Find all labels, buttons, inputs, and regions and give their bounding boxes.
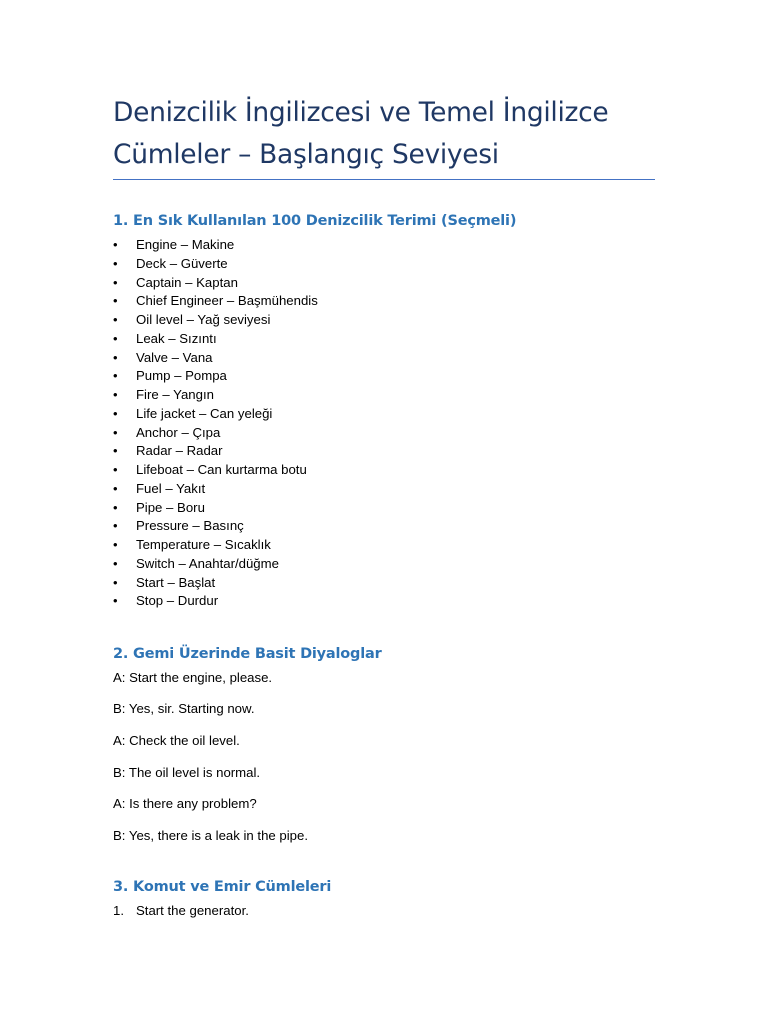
list-item (113, 311, 318, 330)
list-item (113, 255, 318, 274)
term-text: Valve – Vana (136, 349, 213, 365)
bullet: • (113, 349, 118, 365)
term-text: Anchor – Çıpa (136, 424, 221, 440)
title-underline (113, 179, 655, 180)
section-1-heading: 1. En Sık Kullanılan 100 Denizcilik Terimi (Seçmeli) (113, 213, 517, 229)
bullet: • (113, 480, 118, 496)
list-item (113, 555, 318, 574)
list-item (113, 330, 318, 349)
list-item (113, 349, 318, 368)
title-line-1: Denizcilik İngilizcesi ve Temel İngilizce (113, 97, 609, 128)
bullet: • (113, 443, 118, 459)
list-item (113, 517, 318, 536)
term-text: Pressure – Basınç (136, 518, 244, 534)
term-text: Deck – Güverte (136, 255, 228, 271)
dialog-line: A: Start the engine, please. (113, 670, 273, 685)
bullet: • (113, 574, 118, 590)
term-text: Lifeboat – Can kurtarma botu (136, 462, 307, 477)
bullet: • (113, 274, 118, 290)
section-3-heading: 3. Komut ve Emir Cümleleri (113, 879, 332, 895)
dialog-line: A: Check the oil level. (113, 733, 240, 748)
title-line-2: Cümleler – Başlangıç Seviyesi (113, 139, 499, 170)
bullet: • (113, 368, 118, 384)
dialog-line: A: Is there any problem? (113, 796, 257, 811)
bullet: • (113, 593, 118, 609)
bullet: • (113, 462, 118, 477)
term-text: Captain – Kaptan (136, 274, 238, 290)
list-item (113, 536, 318, 555)
bullet: • (113, 237, 118, 252)
term-text: Start – Başlat (136, 574, 216, 590)
term-text: Fire – Yangın (136, 387, 214, 402)
bullet: • (113, 255, 118, 271)
terms-list (113, 236, 318, 611)
list-item (113, 499, 318, 518)
document-title (113, 92, 673, 176)
bullet: • (113, 537, 118, 552)
list-item (113, 386, 318, 405)
term-text: Life jacket – Can yeleği (136, 405, 273, 421)
bullet: • (113, 518, 118, 534)
term-text: Chief Engineer – Başmühendis (136, 293, 318, 309)
list-number: 1. (113, 903, 124, 918)
term-text: Fuel – Yakıt (136, 480, 206, 496)
bullet: • (113, 424, 118, 440)
term-text: Pipe – Boru (136, 499, 205, 515)
dialog-line: B: Yes, sir. Starting now. (113, 701, 255, 716)
bullet: • (113, 293, 118, 309)
list-item (113, 574, 318, 593)
term-text: Temperature – Sıcaklık (136, 537, 271, 552)
list-item (113, 367, 318, 386)
bullet: • (113, 330, 118, 346)
section-2-heading: 2. Gemi Üzerinde Basit Diyaloglar (113, 646, 382, 662)
list-item (113, 480, 318, 499)
list-item (113, 902, 249, 920)
command-text: Start the generator. (136, 903, 249, 918)
bullet: • (113, 555, 118, 571)
term-text: Radar – Radar (136, 443, 223, 459)
term-text: Switch – Anahtar/düğme (136, 555, 279, 571)
list-item (113, 405, 318, 424)
list-item (113, 461, 318, 480)
term-text: Stop – Durdur (136, 593, 219, 609)
term-text: Pump – Pompa (136, 368, 227, 384)
term-text: Oil level – Yağ seviyesi (136, 312, 271, 327)
list-item (113, 274, 318, 293)
bullet: • (113, 312, 118, 327)
list-item (113, 442, 318, 461)
dialog-line: B: Yes, there is a leak in the pipe. (113, 828, 309, 843)
list-item (113, 236, 318, 255)
term-text: Leak – Sızıntı (136, 330, 217, 346)
bullet: • (113, 387, 118, 402)
list-item (113, 592, 318, 611)
bullet: • (113, 405, 118, 421)
bullet: • (113, 499, 118, 515)
dialog-line: B: The oil level is normal. (113, 765, 261, 780)
list-item (113, 424, 318, 443)
term-text: Engine – Makine (136, 237, 235, 252)
list-item (113, 292, 318, 311)
